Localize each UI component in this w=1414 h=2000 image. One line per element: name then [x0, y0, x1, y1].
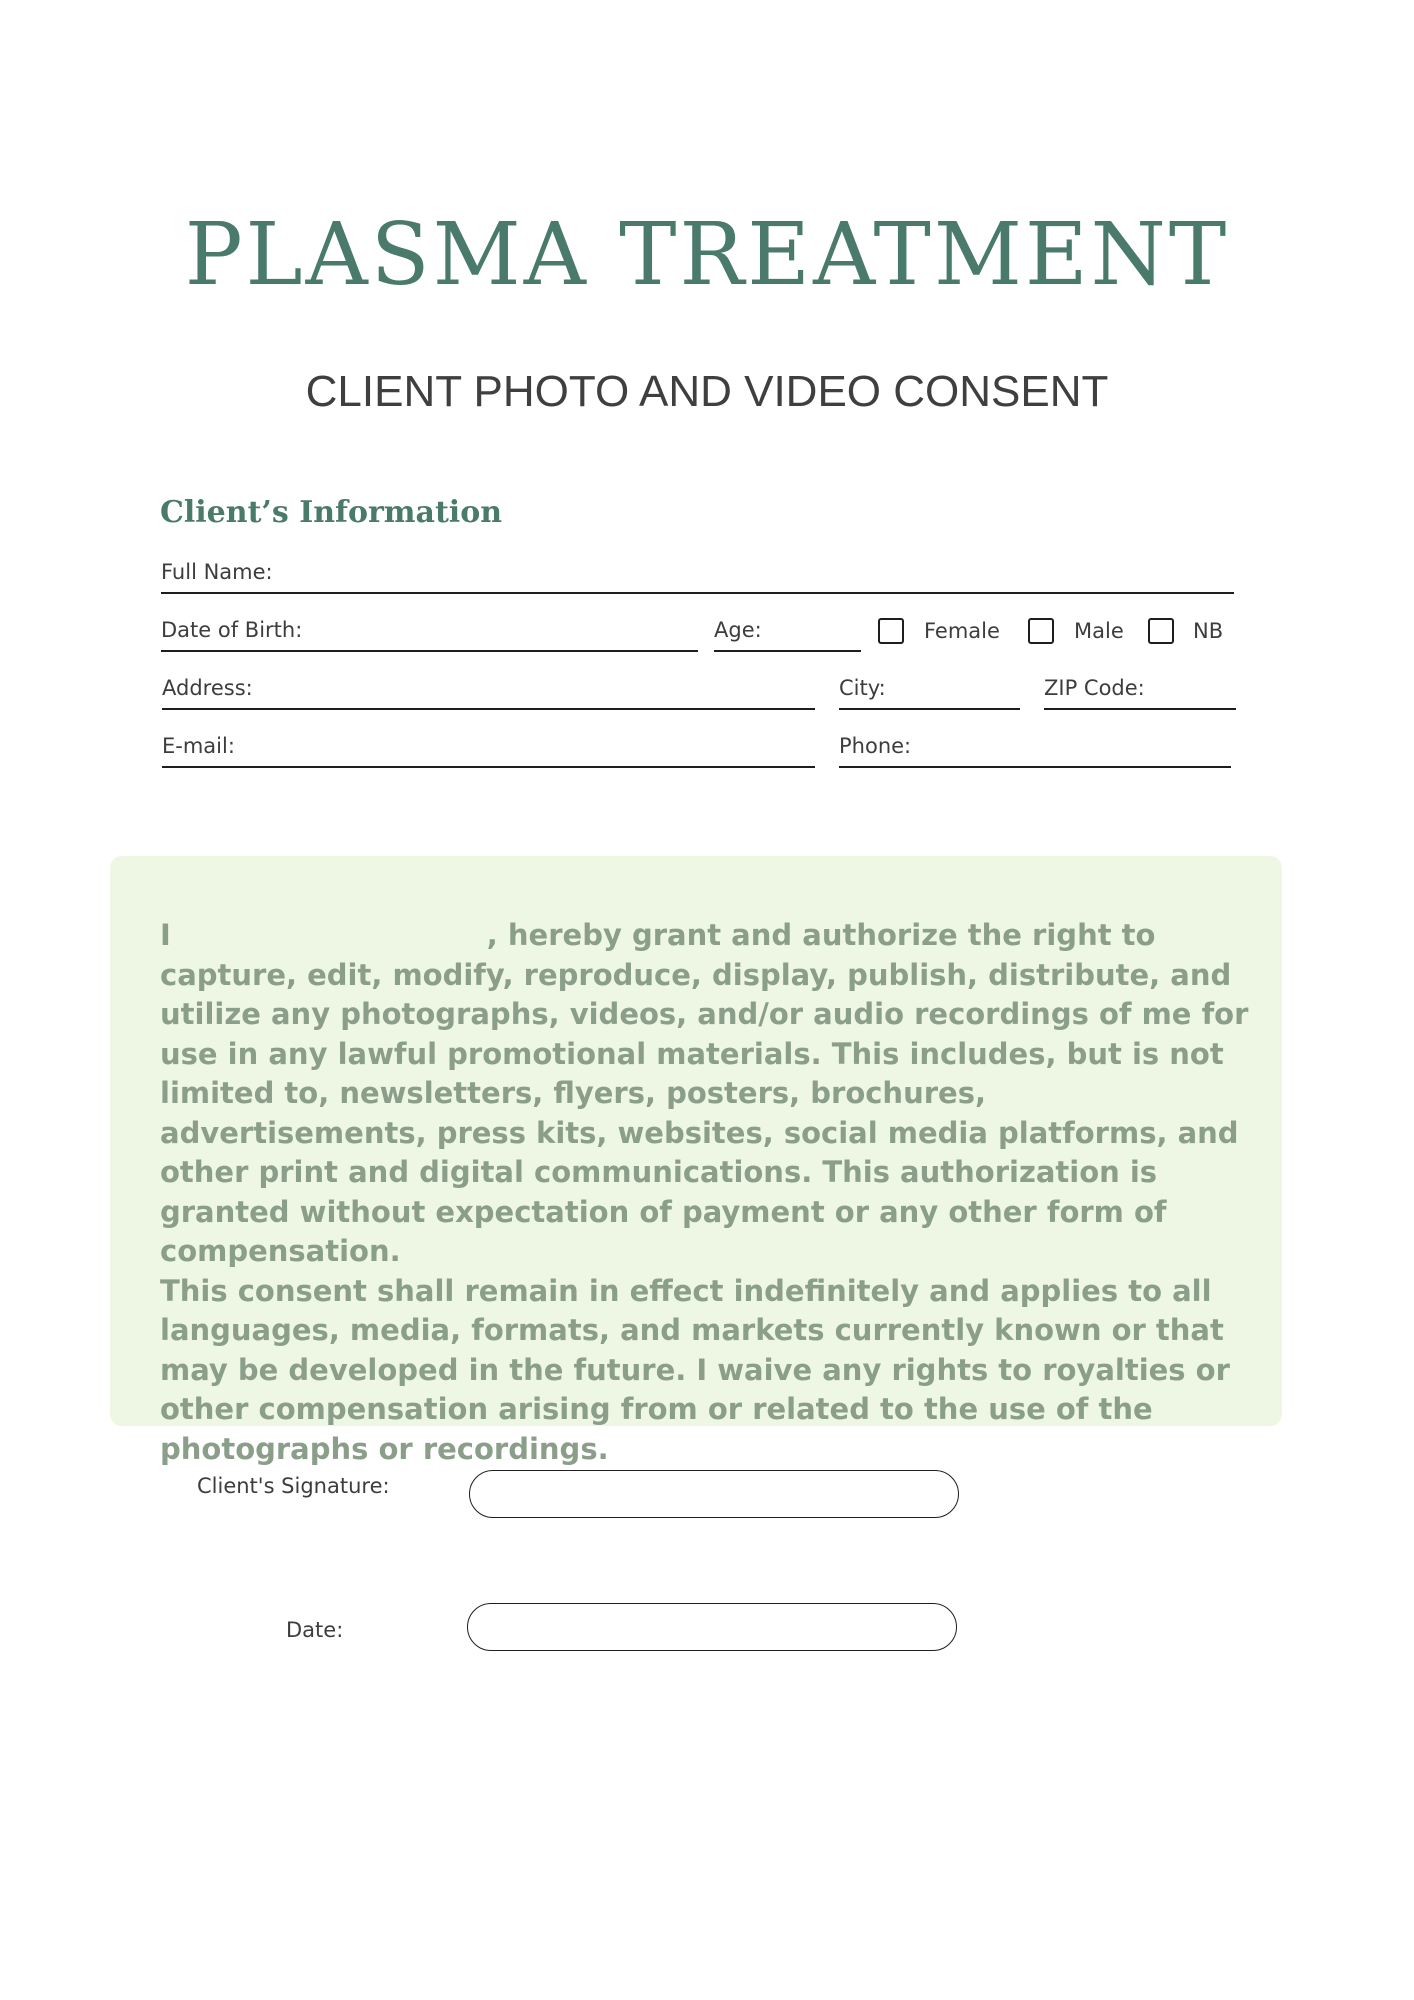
date-of-birth-label: Date of Birth: — [161, 618, 303, 642]
email-label: E-mail: — [162, 734, 235, 758]
consent-paragraph-1 — [160, 916, 1250, 1272]
zip-code-label: ZIP Code: — [1044, 676, 1145, 700]
signature-box[interactable] — [469, 1470, 959, 1518]
consent-text — [160, 916, 1250, 1469]
phone-field[interactable] — [839, 722, 1231, 768]
consent-paragraph-1-text: , hereby grant and authorize the right to capture, edit, modify, reproduce, display, publish, distribute, and utilize any photographs, videos, and/or audio recordings of me for use in any lawful promotional materials. This includes, but is not limited to, newsletters, flyers, posters, brochures, advertisements, press kits, websites, social media platforms, and other print and digital communications. This authorization is granted without expectation of payment or any other form of compensation. — [160, 918, 1249, 1268]
consent-lead: I — [160, 918, 171, 952]
consent-paragraph-2: This consent shall remain in effect indefinitely and applies to all languages, media, formats, and markets currently known or that may be developed in the future. I waive any rights to royalties or other compensation arising from or related to the use of the photographs or recordings. — [160, 1273, 1230, 1466]
nb-checkbox[interactable] — [1148, 618, 1174, 644]
female-checkbox[interactable] — [878, 618, 904, 644]
date-box[interactable] — [467, 1603, 957, 1651]
city-label: City: — [839, 676, 886, 700]
address-label: Address: — [162, 676, 253, 700]
male-checkbox[interactable] — [1028, 618, 1054, 644]
male-label: Male — [1074, 619, 1124, 643]
city-field[interactable] — [839, 664, 1020, 710]
page-title: PLASMA TREATMENT — [184, 205, 1230, 305]
full-name-field[interactable] — [161, 548, 1234, 594]
signature-label: Client's Signature: — [197, 1474, 390, 1498]
page-subtitle: CLIENT PHOTO AND VIDEO CONSENT — [305, 367, 1109, 416]
female-label: Female — [924, 619, 1000, 643]
email-field[interactable] — [162, 722, 815, 768]
age-field[interactable] — [714, 606, 861, 652]
phone-label: Phone: — [839, 734, 912, 758]
age-label: Age: — [714, 618, 762, 642]
date-of-birth-field[interactable] — [161, 606, 698, 652]
client-info-heading: Client’s Information — [160, 495, 503, 530]
full-name-label: Full Name: — [161, 560, 273, 584]
nb-label: NB — [1193, 619, 1224, 643]
date-label: Date: — [286, 1618, 344, 1642]
address-field[interactable] — [162, 664, 815, 710]
zip-code-field[interactable] — [1044, 664, 1236, 710]
